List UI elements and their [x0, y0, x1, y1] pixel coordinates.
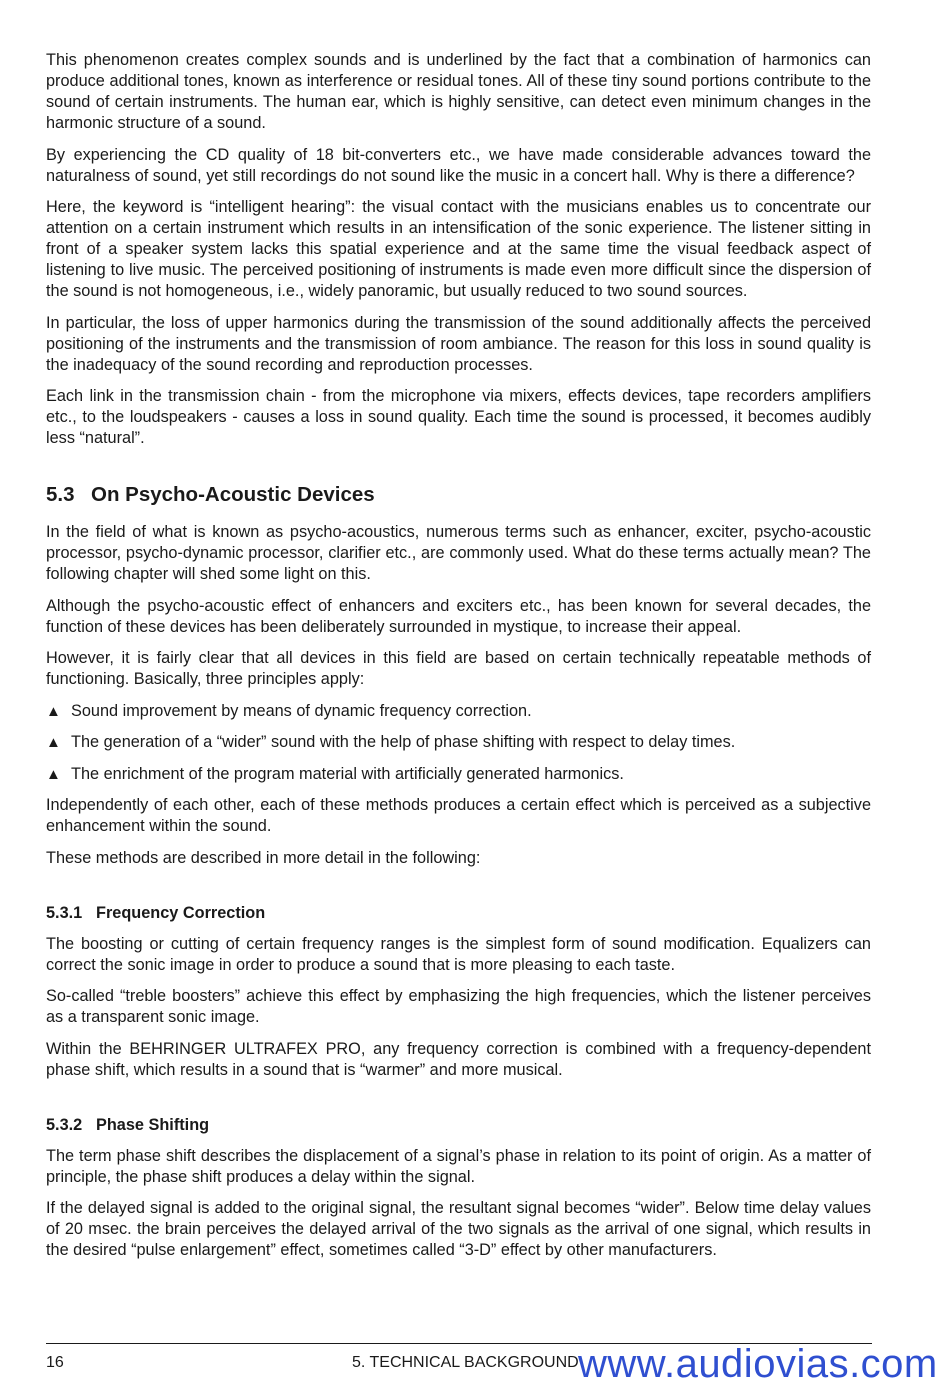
bullet-text: The generation of a “wider” sound with the help of phase shifting with respect to delay times.	[71, 733, 736, 751]
paragraph: By experiencing the CD quality of 18 bit-converters etc., we have made considerable advances toward the naturalness of sound, yet still recordings do not sound like the music in a concert hall. Why is there a difference?	[46, 145, 871, 185]
subsection-heading-5-3-1	[46, 903, 871, 924]
subsection-title: Frequency Correction	[96, 903, 266, 922]
paragraph: Each link in the transmission chain - from the microphone via mixers, effects devices, tape recorders amplifiers etc., to the loudspeakers - causes a loss in sound quality. Each time the sound is processed, it becomes audibly less “natural”.	[46, 387, 871, 447]
subsection-number: 5.3.1	[46, 903, 83, 922]
paragraph: Here, the keyword is “intelligent hearing”: the visual contact with the musicians enables us to concentrate our attention on a certain instrument which results in an intensification of the sonic experience. The listener sitting in front of a speaker system lacks this spatial experience and at the same time the visual feedback aspect of listening to live music. The perceived positioning of instruments is made even more difficult since the dispersion of the sound is not homogeneous, i.e., widely panoramic, but usually reduced to two sound sources.	[46, 198, 871, 300]
bullet-text: Sound improvement by means of dynamic frequency correction.	[71, 701, 532, 720]
paragraph: Independently of each other, each of these methods produces a certain effect which is perceived as a subjective enhancement within the sound.	[46, 796, 871, 835]
triangle-bullet-icon: ▲	[46, 765, 61, 783]
watermark: www.audiovias.com	[578, 1342, 938, 1386]
bullet-item	[46, 764, 871, 785]
bullet-item	[46, 732, 871, 753]
paragraph: If the delayed signal is added to the original signal, the resultant signal becomes “wider”. Below time delay values of 20 msec. the brain perceives the delayed arrival of the two signals as the arrival of one signal, which results in the desired “pulse enlargement” effect, sometimes called “3-D” effect by other manufacturers.	[46, 1199, 871, 1259]
document-page	[46, 50, 871, 1272]
paragraph: So-called “treble boosters” achieve this effect by emphasizing the high frequencies, which the listener perceives as a transparent sonic image.	[46, 987, 871, 1026]
triangle-bullet-icon: ▲	[46, 734, 61, 751]
triangle-bullet-icon: ▲	[46, 702, 61, 720]
paragraph: Although the psycho-acoustic effect of enhancers and exciters etc., has been known for several decades, the function of these devices has been deliberately surrounded in mystique, to increase their appeal.	[46, 596, 871, 636]
subsection-number: 5.3.2	[46, 1115, 83, 1134]
paragraph: In particular, the loss of upper harmonics during the transmission of the sound additionally affects the perceived positioning of the instruments and the transmission of room ambiance. The reason for this loss in sound quality is the inadequacy of the sound recording and reproduction processes.	[46, 313, 871, 374]
subsection-title: Phase Shifting	[96, 1115, 210, 1134]
section-title: On Psycho-Acoustic Devices	[91, 483, 375, 506]
paragraph: Within the BEHRINGER ULTRAFEX PRO, any frequency correction is combined with a frequency-dependent phase shift, which results in a sound that is “warmer” and more musical.	[46, 1039, 871, 1079]
footer-section-label: 5. TECHNICAL BACKGROUND	[352, 1354, 579, 1371]
section-number: 5.3	[46, 483, 75, 506]
page-number: 16	[46, 1354, 64, 1371]
paragraph: This phenomenon creates complex sounds and is underlined by the fact that a combination of harmonics can produce additional tones, known as interference or residual tones. All of these tiny sound portions contribute to the sound of certain instruments. The human ear, which is highly sensitive, can detect even minimum changes in the harmonic structure of a sound.	[46, 51, 871, 132]
subsection-heading-5-3-2	[46, 1115, 871, 1136]
bullet-text: The enrichment of the program material with artificially generated harmonics.	[71, 764, 624, 783]
paragraph: The boosting or cutting of certain frequency ranges is the simplest form of sound modification. Equalizers can correct the sonic image in order to produce a sound that is more pleasing to each taste.	[46, 934, 871, 974]
paragraph: The term phase shift describes the displacement of a signal’s phase in relation to its point of origin. As a matter of principle, the phase shift produces a delay within the signal.	[46, 1146, 871, 1186]
bullet-item	[46, 701, 871, 722]
section-heading-5-3	[46, 483, 871, 507]
paragraph: These methods are described in more detail in the following:	[46, 848, 481, 867]
paragraph: However, it is fairly clear that all devices in this field are based on certain technically repeatable methods of functioning. Basically, three principles apply:	[46, 649, 871, 688]
paragraph: In the field of what is known as psycho-acoustics, numerous terms such as enhancer, exciter, psycho-acoustic processor, psycho-dynamic processor, clarifier etc., are commonly used. What do these terms actually mean? The following chapter will shed some light on this.	[46, 523, 871, 583]
